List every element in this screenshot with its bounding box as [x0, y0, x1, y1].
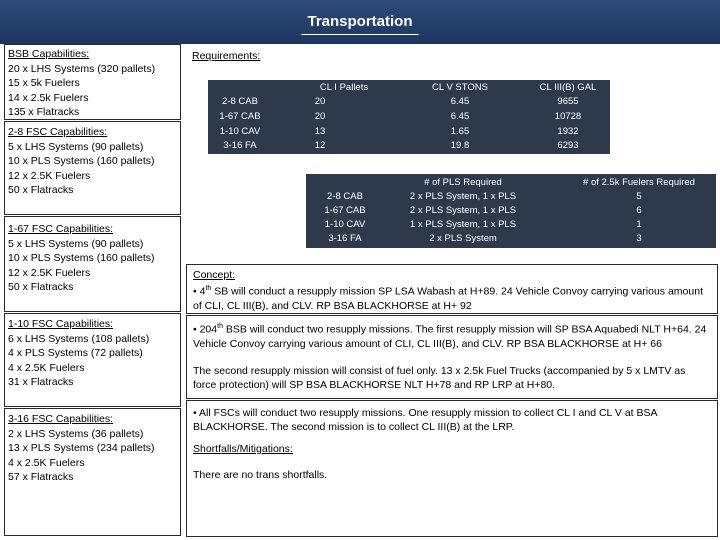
capability-line: 12 x 2.5K Fuelers: [8, 266, 91, 279]
table-row-label: 2-8 CAB: [327, 191, 363, 202]
fsc-paragraph: • All FSCs will conduct two resupply missions. One resupply mission to collect CL I and CL V at BSA BLACKHORSE. The second mission is to collect CL III(B) at the LRP.: [193, 407, 657, 433]
table-header: CL I Pallets: [319, 82, 369, 93]
capability-line: 57 x Flatracks: [8, 471, 74, 483]
table-cell: 6293: [557, 140, 579, 151]
capability-line: 10 x PLS Systems (160 pallets): [8, 155, 155, 167]
table-header: CL V STONS: [432, 82, 488, 93]
requirements-label: Requirements:: [192, 50, 261, 62]
shortfalls-text: There are no trans shortfalls.: [193, 469, 328, 481]
table-cell: 13: [314, 126, 326, 137]
table-row-label: 1-67 CAB: [324, 205, 366, 216]
table-cell: 3: [636, 233, 642, 244]
table-cell: 12: [314, 140, 326, 151]
capability-box-3-16: [4, 408, 181, 536]
table-row-label: 1-10 CAV: [324, 219, 366, 230]
shortfalls-label: Shortfalls/Mitigations:: [193, 443, 293, 455]
concept-paragraph-204-bsb: • 204th BSB will conduct two resupply missions. The first resupply mission will SP BSA Aquabedi NLT H+64. 24 Vehicle Convoy carrying various amount of CLI, CL III(B), and CLV. RP BSA BLACKHORSE at H+ 66: [193, 323, 707, 350]
slide-title: Transportation: [301, 12, 418, 35]
table-row-label: 3-16 FA: [328, 233, 362, 244]
capability-header: 1-67 FSC Capabilities:: [8, 223, 114, 235]
capability-line: 135 x Flatracks: [8, 106, 80, 118]
table-cell: 19.8: [450, 140, 470, 151]
capability-line: 20 x LHS Systems (320 pallets): [8, 62, 156, 75]
fsc-section: [186, 400, 718, 537]
concept-paragraph-4th-sb: • 4th SB will conduct a resupply mission SP LSA Wabash at H+89. 24 Vehicle Convoy carrying various amount of CLI, CL III(B), and CLV. RP BSA BLACKHORSE at H+ 92: [193, 285, 703, 312]
capability-box-1-10: [4, 313, 181, 407]
concept-section: [186, 264, 718, 314]
table-cell: 2 x PLS System: [429, 233, 497, 244]
capability-line: 5 x LHS Systems (90 pallets): [8, 237, 144, 250]
capability-line: 31 x Flatracks: [8, 376, 74, 388]
concept-paragraph-fuel-mission: The second resupply mission will consist of fuel only. 13 x 2.5k Fuel Trucks (accompanied by 5 x LMTV as force protection) will SP BSA BLACKHORSE NLT H+78 and RP LRP at H+80.: [193, 364, 686, 391]
capability-line: 4 x PLS Systems (72 pallets): [8, 347, 143, 359]
capability-line: 15 x 5k Fuelers: [8, 77, 80, 89]
table-row-label: 2-8 CAB: [222, 96, 258, 107]
slide-title-bar: [0, 0, 720, 44]
table-row-label: 3-16 FA: [223, 140, 257, 151]
table-cell: 2 x PLS System, 1 x PLS: [409, 191, 517, 202]
table-cell: 20: [314, 111, 326, 122]
table-cell: 6.45: [450, 96, 470, 107]
capability-line: 10 x PLS Systems (160 pallets): [8, 252, 155, 264]
table-cell: 2 x PLS System, 1 x PLS: [409, 205, 517, 216]
table-cell: 10728: [554, 111, 582, 122]
table-cell: 5: [636, 191, 642, 202]
table-cell: 6.45: [450, 111, 470, 122]
capability-line: 50 x Flatracks: [8, 184, 74, 196]
table-cell: 9655: [557, 96, 579, 107]
capability-header: BSB Capabilities:: [8, 48, 90, 60]
capability-line: 50 x Flatracks: [8, 281, 74, 293]
capability-box-1-67: [4, 216, 181, 312]
capability-line: 6 x LHS Systems (108 pallets): [8, 332, 150, 345]
table-row-label: 1-10 CAV: [219, 126, 261, 137]
concept-label: Concept:: [193, 269, 236, 281]
capability-header: 3-16 FSC Capabilities:: [8, 413, 114, 425]
table-header: CL III(B) GAL: [539, 82, 597, 93]
table-cell: 1932: [557, 126, 579, 137]
table-cell: 1 x PLS System, 1 x PLS: [409, 219, 517, 230]
table-cell: 20: [314, 96, 326, 107]
requirements-panel: [186, 44, 718, 266]
capability-header: 2-8 FSC Capabilities:: [8, 126, 108, 138]
concept-section-204-bsb: [186, 315, 718, 399]
capability-line: 2 x LHS Systems (36 pallets): [8, 427, 144, 440]
capability-line: 14 x 2.5k Fuelers: [8, 91, 89, 104]
table-cell: 6: [636, 205, 642, 216]
supply-requirements-table: [208, 80, 610, 154]
table-cell: 1: [636, 219, 642, 230]
capability-line: 5 x LHS Systems (90 pallets): [8, 140, 144, 153]
transport-requirements-table: [306, 174, 716, 248]
capability-box-bsb: [4, 44, 181, 120]
table-header: # of 2.5k Fuelers Required: [583, 177, 695, 188]
capability-box-2-8: [4, 121, 181, 215]
capability-line: 4 x 2.5K Fuelers: [8, 361, 85, 374]
table-header: # of PLS Required: [424, 177, 502, 188]
capability-line: 13 x PLS Systems (234 pallets): [8, 442, 155, 454]
table-cell: 1.65: [450, 126, 470, 137]
table-row-label: 1-67 CAB: [219, 111, 261, 122]
capability-line: 12 x 2.5K Fuelers: [8, 169, 91, 182]
capability-line: 4 x 2.5K Fuelers: [8, 456, 85, 469]
capability-header: 1-10 FSC Capabilities:: [8, 318, 114, 330]
